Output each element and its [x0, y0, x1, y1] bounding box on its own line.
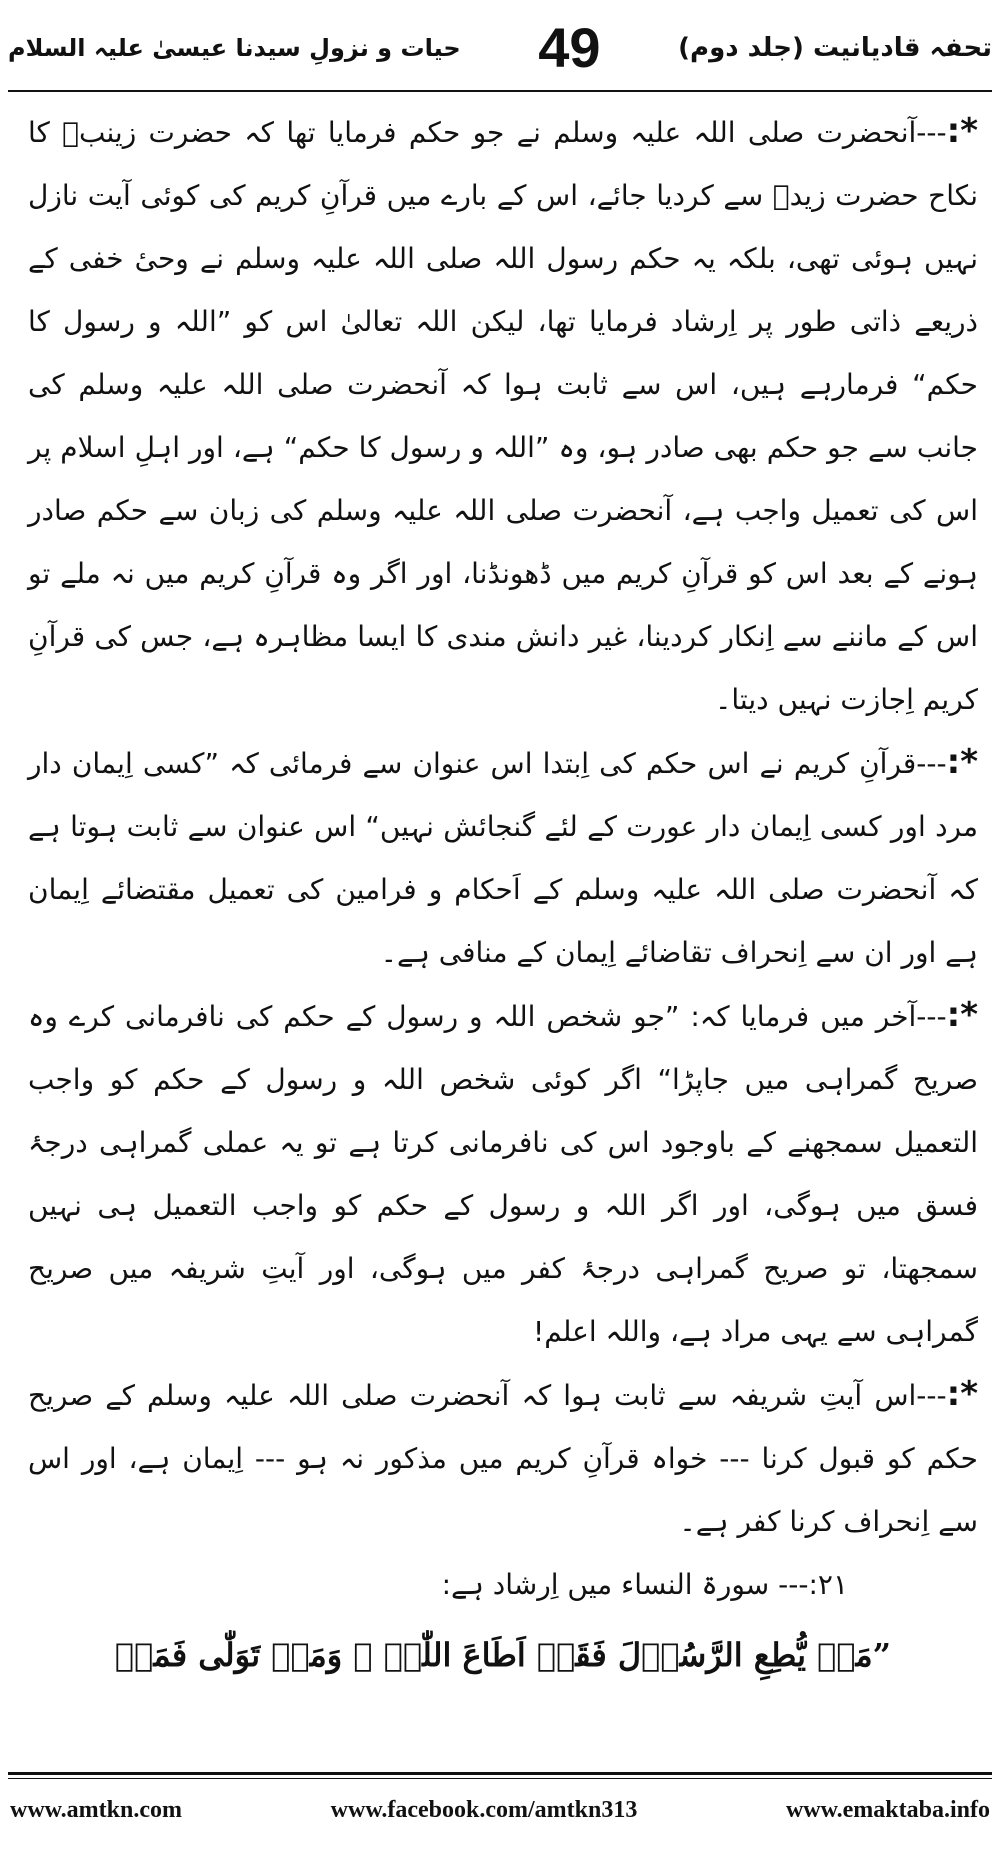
paragraph-text: ---اس آیتِ شریفہ سے ثابت ہوا کہ آنحضرت صلی اللہ علیہ وسلم کے صریح حکم کو قبول کرنا --- خواہ قرآنِ کریم میں مذکور نہ ہو --- اِیمان ہے، اور اس سے اِنحراف کرنا کفر ہے۔: [28, 1379, 978, 1538]
chapter-title: حیات و نزولِ سیدنا عیسیٰ علیہ السلام: [8, 34, 461, 62]
book-title: تحفہ قادیانیت (جلد دوم): [678, 33, 992, 63]
paragraph-1: [28, 100, 978, 731]
paragraph-4: [28, 1363, 978, 1553]
footer-link-amtkn[interactable]: www.amtkn.com: [10, 1796, 182, 1823]
paragraph-text: ---قرآنِ کریم نے اس حکم کی اِبتدا اس عنوان سے فرمائی کہ ”کسی اِیمان دار مرد اور کسی اِیمان دار عورت کے لئے گنجائش نہیں“ اس عنوان سے ثابت ہوتا ہے کہ آنحضرت صلی اللہ علیہ وسلم کے اَحکام و فرامین کی تعمیل مقتضائے اِیمان ہے اور ان سے اِنحراف تقاضائے اِیمان کے منافی ہے۔: [28, 747, 978, 969]
page-header: [8, 12, 992, 84]
paragraph-2: [28, 731, 978, 984]
footer-rule: [8, 1772, 992, 1779]
footer-link-facebook[interactable]: www.facebook.com/amtkn313: [330, 1796, 638, 1823]
bullet-star: *:: [946, 1374, 978, 1414]
page-body: [28, 100, 978, 1690]
section-heading: ۲۱:--- سورۃ النساء میں اِرشاد ہے:: [441, 1568, 848, 1601]
paragraph-3: [28, 984, 978, 1363]
paragraph-text: ---آخر میں فرمایا کہ: ”جو شخص اللہ و رسول کے حکم کی نافرمانی کرے وہ صریح گمراہی میں جاپڑا“ اگر کوئی شخص اللہ و رسول کے حکم کو واجب التعمیل سمجھنے کے باوجود اس کی نافرمانی کرتا ہے تو یہ عملی گمراہی درجۂ فسق میں ہوگی، اور اگر اللہ و رسول کے حکم کو واجب التعمیل ہی نہیں سمجھتا، تو صریح گمراہی درجۂ کفر میں ہوگی، اور آیتِ شریفہ میں صریح گمراہی سے یہی مراد ہے، واللہ اعلم!: [28, 1000, 978, 1348]
quran-quote: ”مَنۡ یُّطِعِ الرَّسُوۡلَ فَقَدۡ اَطَاعَ اللّٰہَ ۚ وَمَنۡ تَوَلّٰی فَمَاۤ: [114, 1636, 892, 1674]
paragraph-text: ---آنحضرت صلی اللہ علیہ وسلم نے جو حکم فرمایا تھا کہ حضرت زینبؓ کا نکاح حضرت زیدؓ سے کردیا جائے، اس کے بارے میں قرآنِ کریم کی کوئی آیت نازل نہیں ہوئی تھی، بلکہ یہ حکم رسول اللہ صلی اللہ علیہ وسلم نے وحیٔ خفی کے ذریعے ذاتی طور پر اِرشاد فرمایا تھا، لیکن اللہ تعالیٰ اس کو ”اللہ و رسول کا حکم“ فرمارہے ہیں، اس سے ثابت ہوا کہ آنحضرت صلی اللہ علیہ وسلم کی جانب سے جو حکم بھی صادر ہو، وہ ”اللہ و رسول کا حکم“ ہے، اور اہلِ اسلام پر اس کی تعمیل واجب ہے، آنحضرت صلی اللہ علیہ وسلم کی زبان سے حکم صادر ہونے کے بعد اس کو قرآنِ کریم میں ڈھونڈنا، اور اگر وہ قرآنِ کریم میں نہ ملے تو اس کے ماننے سے اِنکار کردینا، غیر دانش مندی کا ایسا مظاہرہ ہے، جس کی قرآنِ کریم اِجازت نہیں دیتا۔: [28, 116, 978, 716]
header-rule: [8, 90, 992, 92]
page-footer: [10, 1790, 990, 1830]
footer-link-emaktaba[interactable]: www.emaktaba.info: [785, 1796, 990, 1823]
page-number: 49: [538, 16, 601, 79]
bullet-star: *:: [946, 742, 978, 782]
bullet-star: *:: [946, 111, 978, 151]
bullet-star: *:: [946, 995, 978, 1035]
